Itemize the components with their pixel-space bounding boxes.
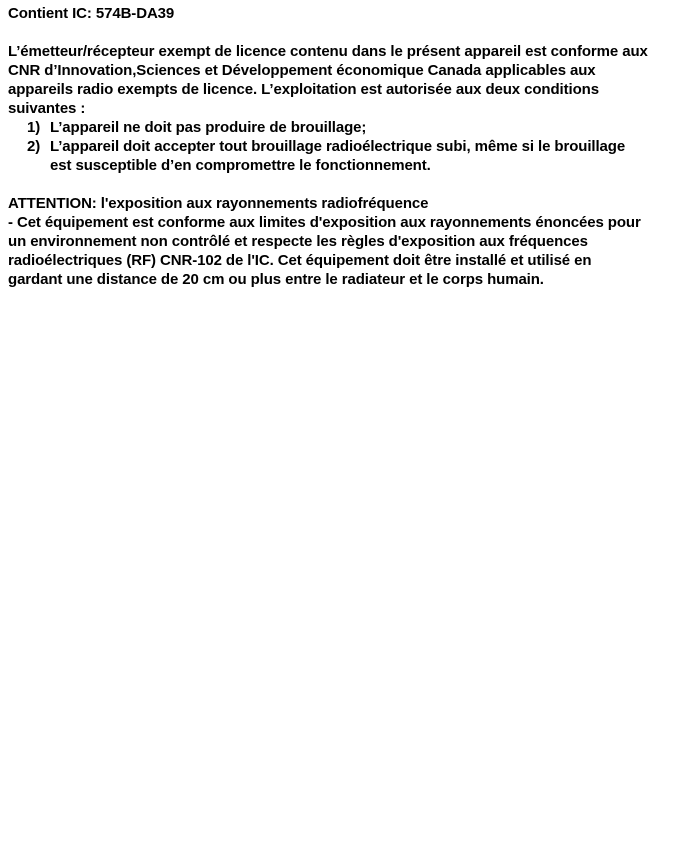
paragraph-line: radioélectriques (RF) CNR-102 de l'IC. Cet équipement doit être installé et utilisé en bbox=[8, 252, 592, 269]
blank-line bbox=[8, 23, 680, 42]
list-marker: 1) bbox=[27, 119, 41, 136]
conditions-list bbox=[8, 118, 680, 175]
paragraph-line: un environnement non contrôlé et respecte les règles d'exposition aux fréquences bbox=[8, 233, 588, 250]
list-marker: 2) bbox=[27, 138, 41, 155]
condition-item-1 bbox=[27, 118, 680, 137]
paragraph-line: L’émetteur/récepteur exempt de licence contenu dans le présent appareil est conforme aux bbox=[8, 43, 648, 60]
contient-ic-line: Contient IC: 574B-DA39 bbox=[8, 5, 175, 22]
paragraph-line: CNR d’Innovation,Sciences et Développement économique Canada applicables aux bbox=[8, 62, 596, 79]
paragraph-line: gardant une distance de 20 cm ou plus entre le radiateur et le corps humain. bbox=[8, 271, 544, 288]
paragraph-line: appareils radio exempts de licence. L’exploitation est autorisée aux deux conditions bbox=[8, 81, 599, 98]
attention-heading-line: ATTENTION: l'exposition aux rayonnements radiofréquence bbox=[8, 195, 429, 212]
list-item-line: est susceptible d’en compromettre le fonctionnement. bbox=[50, 157, 431, 174]
list-item-line: L’appareil doit accepter tout brouillage radioélectrique subi, même si le brouillage bbox=[50, 138, 626, 155]
condition-item-2 bbox=[27, 137, 680, 175]
list-item-line: L’appareil ne doit pas produire de brouillage; bbox=[50, 119, 367, 136]
paragraph-line: suivantes : bbox=[8, 100, 86, 117]
paragraph-line: - Cet équipement est conforme aux limites d'exposition aux rayonnements énoncées pour bbox=[8, 214, 641, 231]
attention-paragraph bbox=[8, 194, 680, 289]
licence-exempt-paragraph bbox=[8, 42, 680, 118]
blank-line bbox=[8, 175, 680, 194]
